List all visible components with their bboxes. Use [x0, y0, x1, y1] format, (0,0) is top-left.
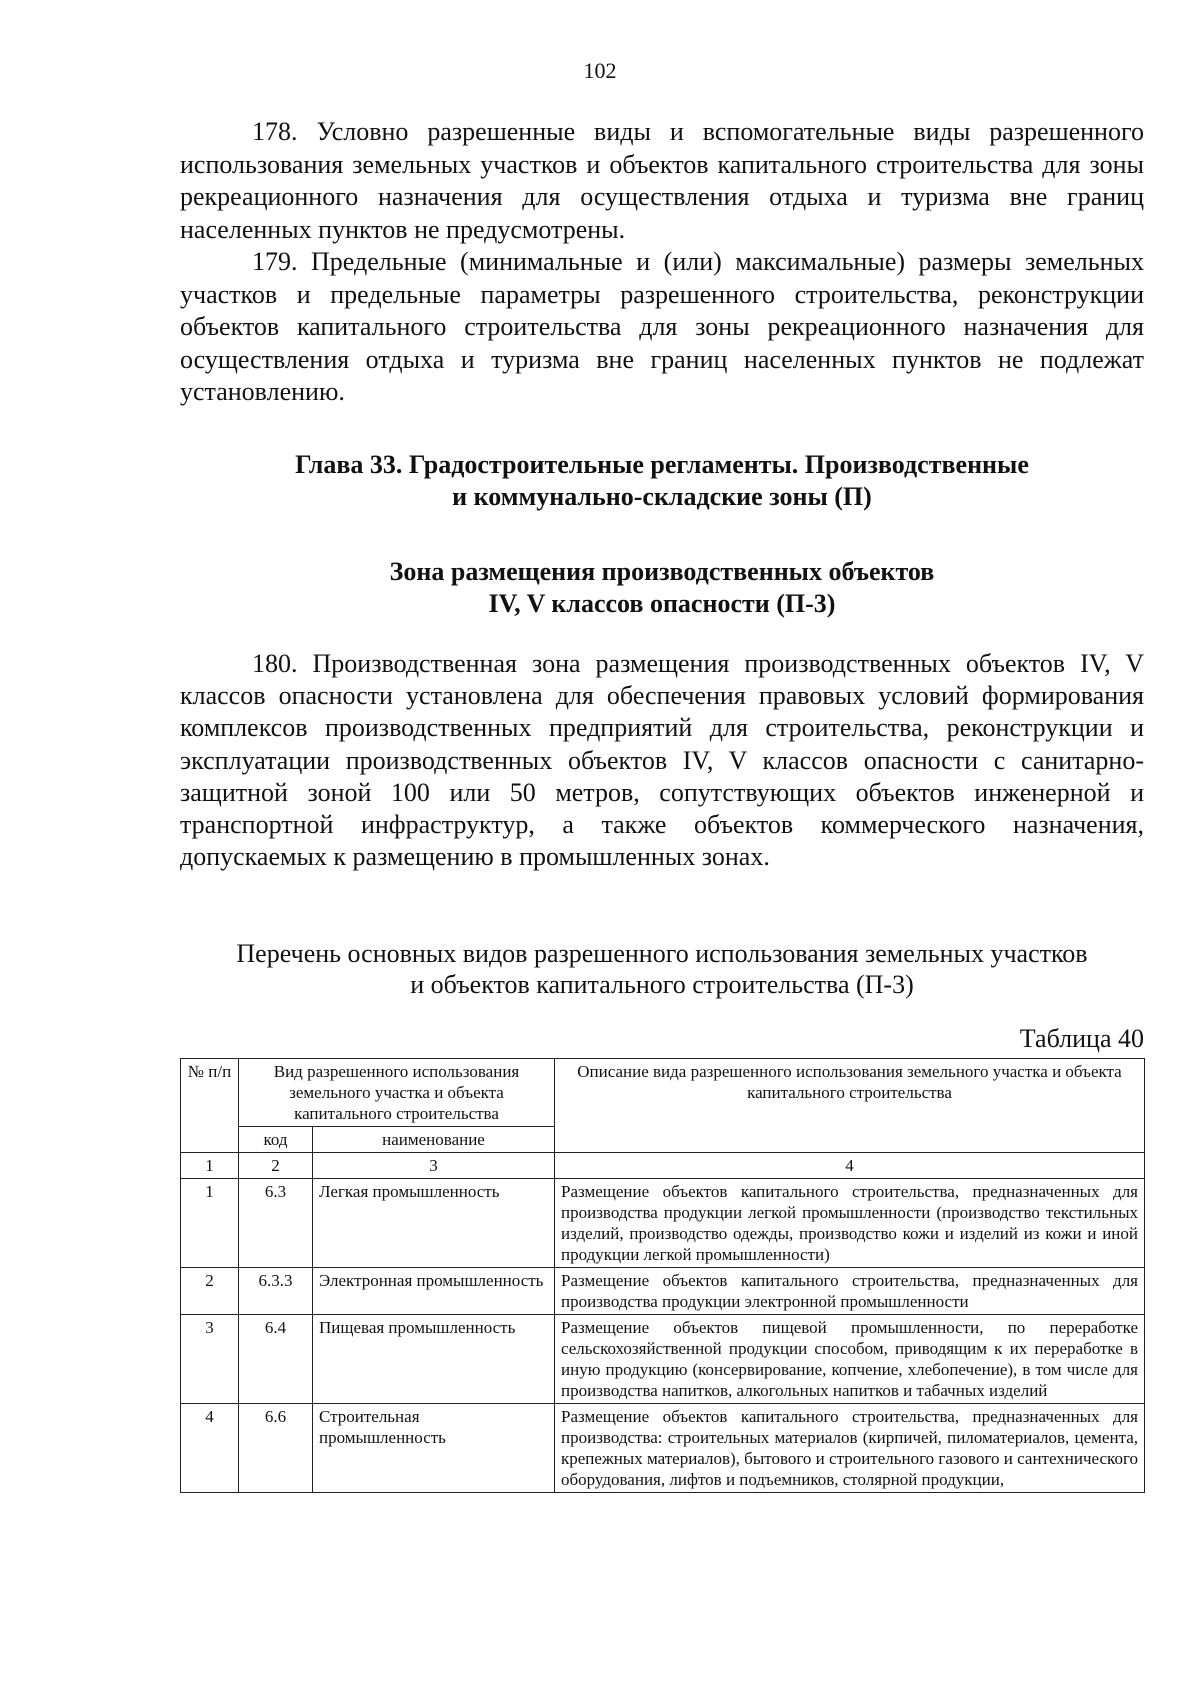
column-index: 3	[313, 1153, 555, 1179]
paragraph-179-text: 179. Предельные (минимальные и (или) максимальные) размеры земельных участков и предельные параметры разрешенного строительства, реконструкции объектов капитального строительства для зоны рекреационного назначения для осуществления отдыха и туризма вне границ населенных пунктов не подлежат установлению.	[180, 247, 1144, 406]
row-name: Пищевая промышленность	[313, 1315, 555, 1404]
chapter-heading-line1: Глава 33. Градостроительные регламенты. Производственные	[295, 450, 1029, 479]
paragraph-179	[180, 246, 1144, 409]
row-code: 6.6	[239, 1404, 313, 1493]
column-index: 1	[181, 1153, 239, 1179]
zone-heading	[180, 556, 1144, 620]
row-code: 6.3.3	[239, 1268, 313, 1315]
row-code: 6.4	[239, 1315, 313, 1404]
paragraph-178-text: 178. Условно разрешенные виды и вспомогательные виды разрешенного использования земельных участков и объектов капитального строительства для зоны рекреационного назначения для осуществления отдыха и туризма вне границ населенных пунктов не предусмотрены.	[180, 117, 1144, 244]
header-code: код	[239, 1127, 313, 1153]
header-description: Описание вида разрешенного использования земельного участка и объекта капитального строительства	[555, 1059, 1145, 1153]
chapter-heading	[180, 449, 1144, 513]
table-row	[181, 1404, 1145, 1493]
header-kind: Вид разрешенного использования земельного участка и объекта капитального строительства	[239, 1059, 555, 1127]
zone-heading-line2: IV, V классов опасности (П-3)	[488, 589, 836, 618]
paragraph-178	[180, 116, 1144, 246]
row-description: Размещение объектов капитального строительства, предназначенных для производства: строительных материалов (кирпичей, пиломатериалов, цемента, крепежных материалов), бытового и строительного газового и сантехнического оборудования, лифтов и подъемников, столярной продукции,	[555, 1404, 1145, 1493]
list-title	[180, 938, 1144, 1000]
column-index: 2	[239, 1153, 313, 1179]
chapter-heading-line2: и коммунально-складские зоны (П)	[452, 482, 872, 511]
row-code: 6.3	[239, 1179, 313, 1268]
column-index-row	[181, 1153, 1145, 1179]
row-description: Размещение объектов пищевой промышленности, по переработке сельскохозяйственной продукции способом, приводящим к их переработке в иную продукцию (консервирование, копчение, хлебопечение), в том числе для производства напитков, алкогольных напитков и табачных изделий	[555, 1315, 1145, 1404]
paragraph-180-text: 180. Производственная зона размещения производственных объектов IV, V классов опасности установлена для обеспечения правовых условий формирования комплексов производственных предприятий для строительства, реконструкции и эксплуатации производственных объектов IV, V классов опасности с санитарно-защитной зоной 100 или 50 метров, сопутствующих объектов инженерной и транспортной инфраструктур, а также объектов коммерческого назначения, допускаемых к размещению в промышленных зонах.	[180, 649, 1144, 872]
table-row	[181, 1315, 1145, 1404]
column-index: 4	[555, 1153, 1145, 1179]
row-num: 1	[181, 1179, 239, 1268]
header-num: № п/п	[181, 1059, 239, 1153]
header-name: наименование	[313, 1127, 555, 1153]
zone-heading-line1: Зона размещения производственных объектов	[389, 557, 935, 586]
table-row	[181, 1268, 1145, 1315]
list-title-line2: и объектов капитального строительства (П-3)	[410, 970, 914, 999]
row-num: 3	[181, 1315, 239, 1404]
row-description: Размещение объектов капитального строительства, предназначенных для производства продукции легкой промышленности (производство текстильных изделий, производство одежды, производство кожи и изделий из кожи и иной продукции легкой промышленности)	[555, 1179, 1145, 1268]
row-name: Легкая промышленность	[313, 1179, 555, 1268]
row-num: 2	[181, 1268, 239, 1315]
table-label: Таблица 40	[1019, 1024, 1144, 1053]
land-use-table	[180, 1058, 1145, 1493]
row-name: Строительная промышленность	[313, 1404, 555, 1493]
row-name: Электронная промышленность	[313, 1268, 555, 1315]
table-header-row	[181, 1059, 1145, 1127]
list-title-line1: Перечень основных видов разрешенного использования земельных участков	[236, 939, 1088, 968]
page-number: 102	[583, 58, 617, 83]
paragraph-180	[180, 648, 1144, 873]
table-row	[181, 1179, 1145, 1268]
row-num: 4	[181, 1404, 239, 1493]
row-description: Размещение объектов капитального строительства, предназначенных для производства продукции электронной промышленности	[555, 1268, 1145, 1315]
